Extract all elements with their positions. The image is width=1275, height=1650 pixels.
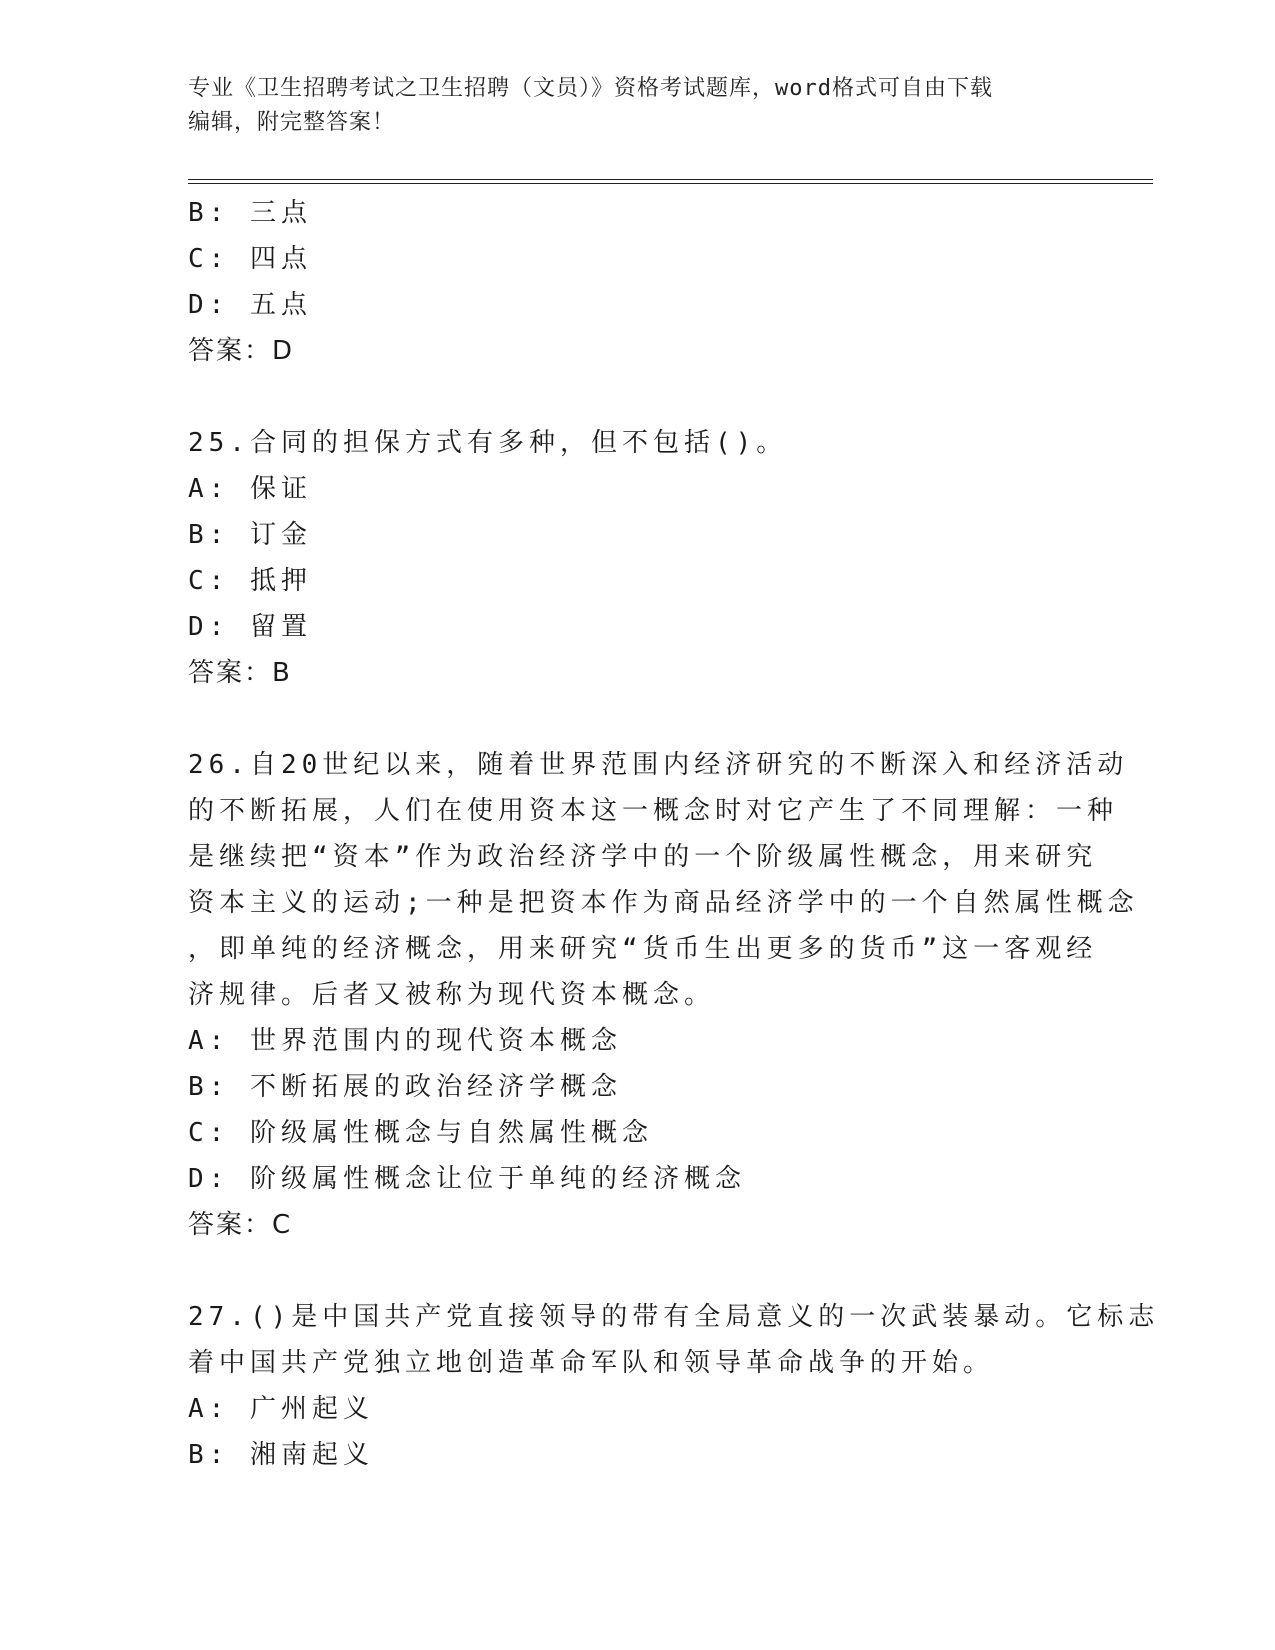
question-list <box>188 190 1160 1478</box>
spacer <box>188 1248 1088 1294</box>
question-text-line: 27.()是中国共产党直接领导的带有全局意义的一次武装暴动。它标志 <box>188 1302 1160 1332</box>
header-divider-top <box>188 179 1153 180</box>
option-b: B: 湘南起义 <box>188 1440 374 1470</box>
answer-line: 答案：B <box>188 658 292 688</box>
option-a: A: 世界范围内的现代资本概念 <box>188 1026 622 1056</box>
header-line-2: 编辑，附完整答案！ <box>188 110 396 135</box>
header-divider-bottom <box>188 183 1153 184</box>
spacer <box>188 374 1088 420</box>
option-b: B: 订金 <box>188 520 312 550</box>
question-text-line: 26.自20世纪以来，随着世界范围内经济研究的不断深入和经济活动 <box>188 750 1129 780</box>
question-25 <box>188 420 1088 696</box>
question-text: 25.合同的担保方式有多种，但不包括()。 <box>188 428 788 458</box>
option-c: C: 四点 <box>188 244 312 274</box>
answer-line: 答案：D <box>188 336 295 366</box>
question-27 <box>188 1294 1160 1478</box>
spacer <box>188 696 1088 742</box>
document-header <box>188 72 1068 140</box>
option-a: A: 保证 <box>188 474 312 504</box>
question-text-line: 济规律。后者又被称为现代资本概念。 <box>188 980 716 1010</box>
option-d: D: 留置 <box>188 612 312 642</box>
question-26 <box>188 742 1139 1248</box>
answer-line: 答案：C <box>188 1210 293 1240</box>
question-text-line: ，即单纯的经济概念，用来研究“货币生出更多的货币”这一客观经 <box>188 934 1098 964</box>
option-d: D: 五点 <box>188 290 312 320</box>
option-d: D: 阶级属性概念让位于单纯的经济概念 <box>188 1164 746 1194</box>
option-b: B: 三点 <box>188 198 312 228</box>
option-b: B: 不断拓展的政治经济学概念 <box>188 1072 622 1102</box>
question-text-line: 资本主义的运动;一种是把资本作为商品经济学中的一个自然属性概念 <box>188 888 1139 918</box>
question-text-line: 的不断拓展，人们在使用资本这一概念时对它产生了不同理解：一种 <box>188 796 1119 826</box>
question-24 <box>188 190 1088 374</box>
question-text-line: 是继续把“资本”作为政治经济学中的一个阶级属性概念，用来研究 <box>188 842 1098 872</box>
question-text-line: 着中国共产党独立地创造革命军队和领导革命战争的开始。 <box>188 1348 995 1378</box>
header-line-1: 专业《卫生招聘考试之卫生招聘（文员）》资格考试题库，word格式可自由下载 <box>188 76 993 101</box>
option-c: C: 抵押 <box>188 566 312 596</box>
option-a: A: 广州起义 <box>188 1394 374 1424</box>
option-c: C: 阶级属性概念与自然属性概念 <box>188 1118 653 1148</box>
